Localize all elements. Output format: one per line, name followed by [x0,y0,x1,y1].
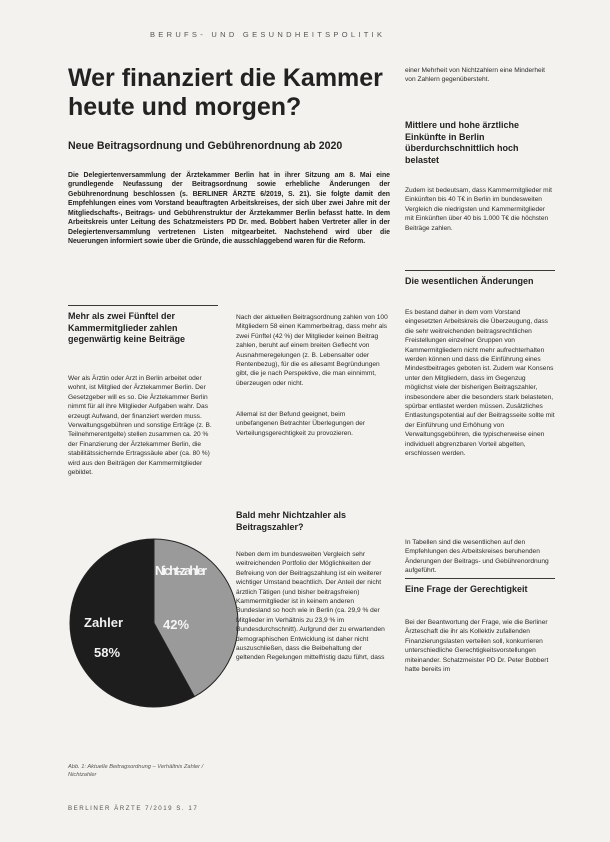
col3-heading-1-text: Mittlere und hohe ärztliche Einkünfte in Berlin überdurchschnittlich hoch belastet [405,120,520,165]
article-title: Wer finanziert die Kammer heute und morgen? [68,64,383,121]
figure-caption: Abb. 1: Aktuelle Beitragsordnung – Verhältnis Zahler / Nichtzahler [68,764,204,778]
col3-body-5: Bei der Beantwortung der Frage, wie die Berliner Ärzteschaft die ihr als Kollektiv zufallenden Finanzierungslasten verteilen soll, konkurrieren unterschiedliche Gerechtigkeitsvorstellungen miteinander. Schatzmeister PD Dr. Peter Bobbert hatte bereits im [405,619,549,674]
column-rule [68,305,218,306]
col2-body-1: Nach der aktuellen Beitragsordnung zahlen von 100 Mitgliedern 58 einen Kammerbeitrag, dass mehr als zwei Fünftel (42 %) der Mitglieder keinen Beitrag zahlen, beruht auf einem breiten Geflecht von Ausnahmeregelungen (z. B. Lebensalter oder Rentenbezug), für die es allesamt Begründungen gibt, die je nach Perspektive, die man einnimmt, überzeugen oder nicht. [236,314,388,387]
article-subtitle: Neue Beitragsordnung und Gebührenordnung ab 2020 [68,140,343,152]
page-footer: BERLINER ÄRZTE 7/2019 S. 17 [68,805,199,812]
column-rule [405,578,555,579]
col3-body-4: In Tabellen sind die wesentlichen auf den Empfehlungen des Arbeitskreises beruhenden Änderungen der Beitrags- und Gebührenordnung aufgeführt. [405,539,549,575]
col3-heading-3 [405,584,555,596]
col3-body-2: Zudem ist bedeutsam, dass Kammermitglieder mit Einkünften bis 40 T€ in Berlin im bundesweiten Vergleich die niedrigsten und Kammermitglieder mit Einkünften über 40 bis 1.000 T€ die höchsten Beiträge zahlen. [405,187,552,232]
column-rule [405,270,555,271]
col3-heading-3-text: Eine Frage der Gerechtigkeit [405,584,528,594]
pie-label-nichtzahler: Nicht-zahler [155,563,207,578]
running-head: BERUFS- UND GESUNDHEITSPOLITIK [150,30,386,39]
col3-body-3: Es bestand daher in dem vom Vorstand eingesetzten Arbeitskreis die Überzeugung, dass die sehr weitreichenden beitragsrechtlichen Freistellungen einzelner Gruppen von Kammermitgliedern nicht mehr aufrechterhalten werden können und dass die Einführung eines Mindestbeitrages geboten ist. Zudem war Konsens unter den Mitgliedern, dass im Gegenzug möglichst viele der bisherigen Beitragszahler, insbesondere aber die besonders stark belasteten, spürbar entlastet werden müssen. Zusätzliches Entlastungspotential auf der Beitragsseite sollte mit der Einführung und Erhöhung von Verwaltungsgebühren, die typischerweise einen individuell abgrenzbaren Vorteil abgelten, erschlossen werden. [405,309,555,458]
col3-heading-1 [405,120,555,166]
col2-body-3: Neben dem im bundesweiten Vergleich sehr weitreichenden Portfolio der Möglichkeiten der Befreiung von der Beitragszahlung ist ein weiterer wichtiger Umstand beachtlich. Der Anteil der nicht ärztlich Tätigen (und bisher beitragsfreien) Kammermitglieder ist in keinem anderen Bundesland so hoch wie in Berlin (ca. 29,9 % der Mitglieder im Verhältnis zu 23,9 % im Bundesdurchschnitt). Aufgrund der zu erwartenden demographischen Entwicklung ist daher nicht auszuschließen, dass die Beibehaltung der geltenden Regelungen mittelfristig dazu führt, dass [236,551,385,662]
pie-value-nichtzahler: 42% [163,617,190,632]
col2-body-2: Allemal ist der Befund geeignet, beim unbefangenen Betrachter Überlegungen der Verteilungsgerechtigkeit zu provozieren. [236,411,366,437]
col3-heading-2 [405,276,555,288]
col1-body: Wer als Ärztin oder Arzt in Berlin arbeitet oder wohnt, ist Mitglied der Ärztekammer Berlin. Der Gesetzgeber will es so. Die Ärztekammer Berlin nimmt für all ihre Mitglieder Aufgaben wahr. Das erzeugt Aufwand, der finanziert werden muss. Verwaltungsgebühren und sonstige Erträge (z. B. Teilnehmerentgelte) stellen zusammen ca. 20 % der Finanzierung der Ärztekammer Berlin, die stabilitätssichernde Ertragssäule aber (ca. 80 %) wird aus den Beiträgen der Kammermitglieder gebildet. [68,375,212,477]
col2-heading-text: Bald mehr Nichtzahler als Beitragszahler? [236,510,347,532]
pie-label-zahler: Zahler [84,615,124,630]
col1-heading-text: Mehr als zwei Fünftel der Kammermitglieder zahlen gegenwärtig keine Beiträge [68,311,186,344]
col3-body-1: einer Mehrheit von Nichtzahlern eine Minderheit von Zahlern gegenübersteht. [405,67,546,84]
col2-heading [236,510,388,533]
col3-heading-2-text: Die wesentlichen Änderungen [405,276,534,286]
article-lead: Die Delegiertenversammlung der Ärztekammer Berlin hat in ihrer Sitzung am 8. Mai eine grundlegende Neufassung der Beitragsordnung sowie erhebliche Änderungen der Gebührenordnung beschlossen (s. BERLINER ÄRZTE 6/2019, S. 21). Sie folgte damit den Empfehlungen eines vom Vorstand beauftragten Arbeitskreises, der sich über zwei Jahre mit der Mitgliedschafts-, Beitrags- und Gebührenstruktur der Ärztekammer Berlin befasst hatte. In dem Arbeitskreis unter Leitung des Schatzmeisters PD Dr. med. Bobbert haben Vertreter aller in der Delegiertenversammlung vertretenen Listen mitgearbeitet. Nachstehend wird über die Neuerungen informiert sowie über die Gründe, die ausschlaggebend waren für die Reform. [68,172,390,246]
col1-heading [68,311,218,346]
pie-chart [68,537,246,752]
pie-value-zahler: 58% [94,645,121,660]
